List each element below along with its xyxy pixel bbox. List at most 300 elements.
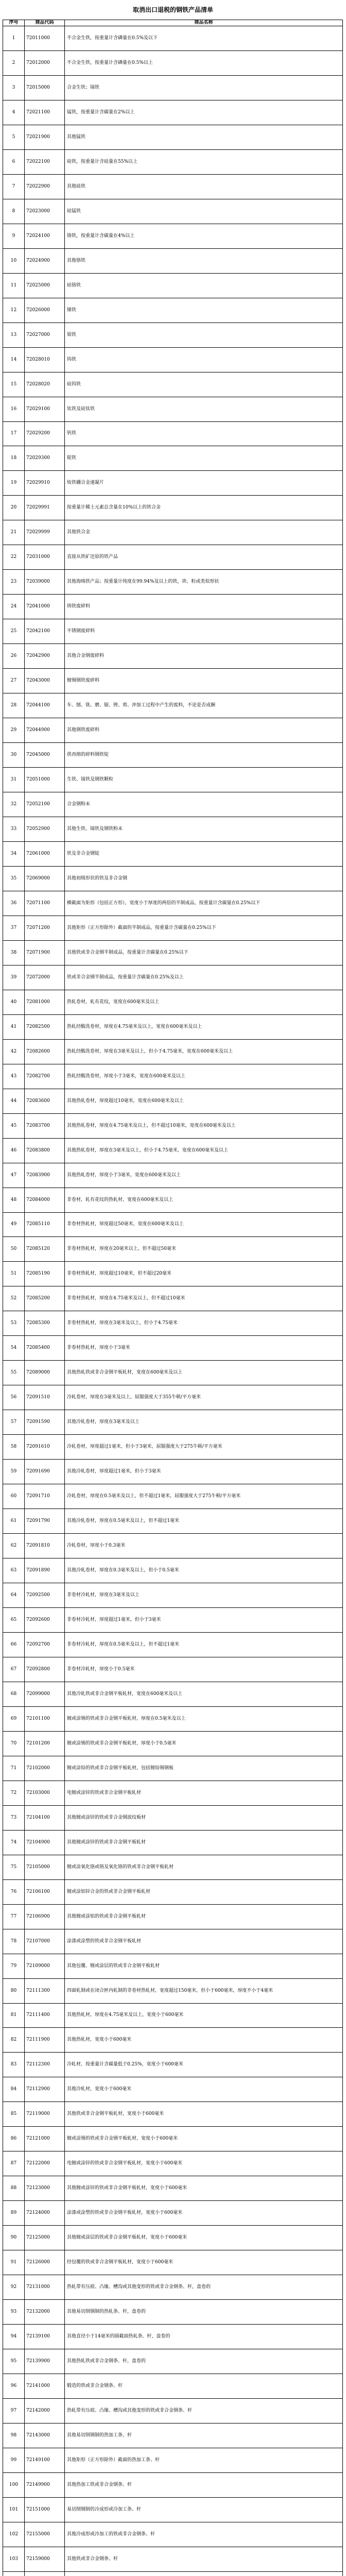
table-row — [3, 619, 343, 644]
product-code: 72083700 — [25, 1113, 65, 1138]
product-code: 72043000 — [25, 669, 65, 693]
row-index: 19 — [3, 471, 25, 496]
table-row — [3, 1781, 343, 1805]
product-name: 其他包覆、镀或涂层的铁或非合金钢平板轧材 — [65, 1954, 343, 1978]
product-code: 72151000 — [25, 2497, 65, 2522]
row-index: 41 — [3, 1014, 25, 1039]
table-row — [3, 75, 343, 100]
table-row — [3, 743, 343, 768]
row-index: 27 — [3, 669, 25, 693]
table-row — [3, 1460, 343, 1484]
table-row — [3, 125, 343, 149]
table-row — [3, 1484, 343, 1509]
row-index: 77 — [3, 1904, 25, 1929]
product-name: 其他冷轧材，宽度小于600毫米 — [65, 2077, 343, 2102]
product-name: 其他海绵铁产品；按重量计纯度在99.94%及以上的铁，块、粒或类似形状 — [65, 570, 343, 595]
product-name: 冷轧材，按重量计含碳量低于0.25%，宽度小于600毫米 — [65, 2053, 343, 2077]
row-index: 16 — [3, 397, 25, 421]
row-index: 92 — [3, 2275, 25, 2300]
table-row — [3, 2349, 343, 2374]
row-index: 17 — [3, 421, 25, 446]
product-name: 热轧经酸洗卷材，厚度在3毫米及以上，但小于4.75毫米，宽度在600毫米及以上 — [65, 1039, 343, 1064]
table-row — [3, 2374, 343, 2399]
row-index: 88 — [3, 2176, 25, 2201]
product-code: 72071200 — [25, 916, 65, 940]
table-row — [3, 100, 343, 125]
table-row — [3, 2448, 343, 2472]
product-code: 72011000 — [25, 26, 65, 51]
row-index: 49 — [3, 1212, 25, 1237]
row-index: 69 — [3, 1706, 25, 1731]
product-code: 72139100 — [25, 2325, 65, 2349]
product-name: 铁及非合金钢锭 — [65, 841, 343, 866]
product-name: 非卷材，轧有花纹的热轧材，宽度在600毫米及以上 — [65, 1188, 343, 1212]
table-row — [3, 669, 343, 693]
table-row — [3, 1212, 343, 1237]
row-index: 62 — [3, 1534, 25, 1558]
product-code: 72123000 — [25, 2176, 65, 2201]
product-name: 热轧卷材，轧有花纹，宽度在600毫米及以上 — [65, 990, 343, 1014]
table-row — [3, 2176, 343, 2201]
product-name: 电镀或涂锌的铁或非合金钢平板轧材 — [65, 1781, 343, 1805]
table-row — [3, 1163, 343, 1188]
product-name: 钨铁 — [65, 347, 343, 372]
table-row — [3, 2201, 343, 2226]
table-row — [3, 768, 343, 792]
row-index: 89 — [3, 2201, 25, 2226]
product-name: 其他铬铁 — [65, 248, 343, 273]
product-name: 其他生铁、镜铁及钢铁粉末 — [65, 817, 343, 842]
product-name: 硅钨铁 — [65, 372, 343, 397]
product-name: 热轧带有压痕、凸缘、槽沟或其他变形的铁或非合金钢条、杆 — [65, 2399, 343, 2424]
product-name: 其他铁或非合金钢半制成品，按重量计含碳量在0.25%以下 — [65, 940, 343, 965]
product-name: 热轧经酸洗卷材，厚度小于3毫米，宽度在600毫米及以上 — [65, 1064, 343, 1089]
product-name: 其他冷轧卷材，厚度在3毫米及以上 — [65, 1410, 343, 1435]
product-name: 非卷材冷轧材，厚度在0.5毫米及以上，但不超过1毫米 — [65, 1632, 343, 1657]
product-name: 其他热轧卷材，厚度超过10毫米，宽度在600毫米及以上 — [65, 1089, 343, 1113]
row-index — [3, 2571, 25, 2576]
table-row — [3, 174, 343, 199]
product-name: 非卷材热轧材，厚度在4.75毫米及以上，但不超过10毫米 — [65, 1286, 343, 1311]
product-name: 锰铁，按重量计含碳量在2%以上 — [65, 100, 343, 125]
row-index: 93 — [3, 2300, 25, 2325]
table-row — [3, 347, 343, 372]
product-name: 其他铁或非合金钢条、杆 — [65, 2547, 343, 2571]
product-code: 72042100 — [25, 619, 65, 644]
column-header-code: 商品代码 — [25, 20, 65, 26]
table-row — [3, 644, 343, 669]
row-index: 100 — [3, 2472, 25, 2497]
product-name: 其他冷轧卷材，厚度在0.3毫米及以上，但小于0.5毫米 — [65, 1558, 343, 1583]
product-code: 72045000 — [25, 743, 65, 768]
product-code: 72071900 — [25, 940, 65, 965]
product-name: 热轧经酸洗卷材，厚度在4.75毫米及以上，宽度在600毫米及以上 — [65, 1014, 343, 1039]
row-index: 58 — [3, 1435, 25, 1460]
table-row — [3, 2028, 343, 2053]
row-index: 33 — [3, 817, 25, 842]
product-name: 钛铁及硅钛铁 — [65, 397, 343, 421]
table-row — [3, 298, 343, 323]
product-name: 热轧带有压痕、凸缘、槽沟或其他变形的铁或非合金钢条、杆，盘卷的 — [65, 2275, 343, 2300]
row-index: 56 — [3, 1385, 25, 1410]
row-index: 28 — [3, 693, 25, 718]
row-index: 72 — [3, 1781, 25, 1805]
row-index: 31 — [3, 768, 25, 792]
product-name: 其他锰铁 — [65, 125, 343, 149]
product-name: 车、刨、铣、磨、锯、锉、剪、冲加工过程中产生的废料，不论是否成捆 — [65, 693, 343, 718]
product-code: 72099000 — [25, 1682, 65, 1706]
table-row — [3, 2571, 343, 2576]
row-index: 29 — [3, 718, 25, 743]
table-row — [3, 1188, 343, 1212]
row-index: 1 — [3, 26, 25, 51]
row-index: 90 — [3, 2226, 25, 2250]
product-name: 供再熔的碎料钢铁锭 — [65, 743, 343, 768]
product-code: 72085300 — [25, 1311, 65, 1336]
table-row — [3, 1385, 343, 1410]
product-name: 其他易切削钢制的热加工条、杆 — [65, 2423, 343, 2448]
row-index: 101 — [3, 2497, 25, 2522]
product-name: 非卷材热轧材，厚度超过10毫米，但不超过20毫米 — [65, 1262, 343, 1286]
product-name: 其他铁合金 — [65, 520, 343, 545]
product-code: 72023000 — [25, 199, 65, 224]
product-name: 镀或涂锡的铁或非合金钢平板轧材，宽度小于600毫米 — [65, 2127, 343, 2151]
table-row — [3, 1336, 343, 1361]
table-row — [3, 421, 343, 446]
row-index: 95 — [3, 2349, 25, 2374]
product-code: 72107000 — [25, 1929, 65, 1954]
table-row — [3, 50, 343, 75]
table-row — [3, 1805, 343, 1830]
table-row — [3, 2472, 343, 2497]
row-index: 38 — [3, 940, 25, 965]
table-row — [3, 2497, 343, 2522]
product-code: 72101200 — [25, 1731, 65, 1756]
product-code: 72029910 — [25, 471, 65, 496]
row-index: 25 — [3, 619, 25, 644]
table-row — [3, 1731, 343, 1756]
row-index: 51 — [3, 1262, 25, 1286]
product-code: 72029999 — [25, 520, 65, 545]
product-code: 72022100 — [25, 149, 65, 174]
product-name: 冷轧卷材，厚度小于0.3毫米 — [65, 1534, 343, 1558]
product-code: 72029300 — [25, 446, 65, 471]
row-index: 54 — [3, 1336, 25, 1361]
row-index: 103 — [3, 2547, 25, 2571]
product-code: 72119000 — [25, 2102, 65, 2127]
product-name: 生铁、镜铁及钢铁颗粒 — [65, 768, 343, 792]
row-index: 67 — [3, 1657, 25, 1682]
product-name: 镀或涂锡的铁或非合金钢平板轧材，厚度在0.5毫米及以上 — [65, 1706, 343, 1731]
product-name: 涂漆或涂塑的铁或非合金钢平板轧材，宽度小于600毫米 — [65, 2201, 343, 2226]
product-name: 不合金生铁，按重量计含磷量在0.5%以上 — [65, 50, 343, 75]
table-row — [3, 2250, 343, 2275]
product-code: 72091510 — [25, 1385, 65, 1410]
product-code: 72124000 — [25, 2201, 65, 2226]
table-row — [3, 1286, 343, 1311]
table-row — [3, 718, 343, 743]
product-name: 其他热轧卷材，厚度在4.75毫米及以上，但不超过10毫米，宽度在600毫米及以上 — [65, 1113, 343, 1138]
product-name: 涂漆或涂塑的铁或非合金钢平板轧材 — [65, 1929, 343, 1954]
table-row — [3, 1361, 343, 1385]
row-index: 7 — [3, 174, 25, 199]
row-index: 96 — [3, 2374, 25, 2399]
row-index: 60 — [3, 1484, 25, 1509]
row-index: 8 — [3, 199, 25, 224]
row-index: 50 — [3, 1237, 25, 1262]
table-row — [3, 1039, 343, 1064]
product-code: 72071100 — [25, 891, 65, 916]
product-name: 锻造的铁或非合金钢条、杆 — [65, 2374, 343, 2399]
product-code: 72085110 — [25, 1212, 65, 1237]
product-code: 72082700 — [25, 1064, 65, 1089]
row-index: 32 — [3, 792, 25, 817]
product-code: 72091790 — [25, 1509, 65, 1534]
table-row — [3, 570, 343, 595]
row-index: 4 — [3, 100, 25, 125]
product-code: 72028010 — [25, 347, 65, 372]
product-code: 72141000 — [25, 2374, 65, 2399]
table-row — [3, 1138, 343, 1163]
document-title: 取消出口退税的钢铁产品清单 — [132, 6, 213, 13]
table-row — [3, 1855, 343, 1879]
product-name: 非卷材热轧材，厚度超过50毫米，宽度在600毫米及以上 — [65, 1212, 343, 1237]
product-name: 非卷材热轧材，厚度在20毫米以上，但不超过50毫米 — [65, 1237, 343, 1262]
product-code: 72085190 — [25, 1262, 65, 1286]
product-code: 72042900 — [25, 644, 65, 669]
product-name: 铁或非合金钢半制成品，按重量计含碳量在0.25%及以上 — [65, 965, 343, 990]
product-code: 72092500 — [25, 1583, 65, 1608]
product-code: 72084000 — [25, 1188, 65, 1212]
row-index: 68 — [3, 1682, 25, 1706]
product-name: 非卷材冷轧材，厚度在3毫米及以上 — [65, 1583, 343, 1608]
product-code: 72091690 — [25, 1460, 65, 1484]
product-name: 其他镀或涂锌的铁或非合金钢平板轧材 — [65, 1830, 343, 1855]
row-index: 78 — [3, 1929, 25, 1954]
product-name: 其他热轧材，厚度在4.75毫米及以上，宽度小于600毫米 — [65, 2003, 343, 2028]
product-code: 72026000 — [25, 298, 65, 323]
product-name: 合金生铁；镜铁 — [65, 75, 343, 100]
table-row — [3, 248, 343, 273]
product-name: 合金钢粉末 — [65, 792, 343, 817]
product-name: 铬铁，按重量计含碳量在4%以上 — [65, 224, 343, 248]
product-code: 72041000 — [25, 595, 65, 619]
product-name: 铌铁 — [65, 446, 343, 471]
row-index: 10 — [3, 248, 25, 273]
row-index: 74 — [3, 1830, 25, 1855]
product-code: 72085400 — [25, 1336, 65, 1361]
product-name: 其他热轧卷材，厚度小于3毫米，宽度在600毫米及以上 — [65, 1163, 343, 1188]
product-name: 其他热加工铁或非合金钢条、杆 — [65, 2472, 343, 2497]
table-row — [3, 1089, 343, 1113]
product-code: 72061000 — [25, 841, 65, 866]
table-row — [3, 397, 343, 421]
table-row — [3, 372, 343, 397]
product-code: 72029100 — [25, 397, 65, 421]
product-code: 72012000 — [25, 50, 65, 75]
row-index: 82 — [3, 2028, 25, 2053]
row-index: 34 — [3, 841, 25, 866]
product-name: 其他易切削钢制的热轧条、杆，盘卷的 — [65, 2300, 343, 2325]
product-code: 72132000 — [25, 2300, 65, 2325]
product-code: 72083900 — [25, 1163, 65, 1188]
table-row — [3, 520, 343, 545]
product-code: 72091810 — [25, 1534, 65, 1558]
row-index: 98 — [3, 2423, 25, 2448]
product-code: 72155000 — [25, 2522, 65, 2547]
product-name: 其他钢铁废碎料 — [65, 718, 343, 743]
table-header-row — [3, 20, 343, 26]
row-index: 80 — [3, 1978, 25, 2003]
product-code: 72106100 — [25, 1879, 65, 1904]
row-index: 53 — [3, 1311, 25, 1336]
product-name: 其他矩形（正方形除外）截面的热加工条、杆 — [65, 2448, 343, 2472]
product-code: 72082500 — [25, 1014, 65, 1039]
table-row — [3, 2547, 343, 2571]
table-row — [3, 2151, 343, 2176]
product-name: 镀或涂铝锌合金的铁或非合金钢平板轧材 — [65, 1879, 343, 1904]
table-row — [3, 1262, 343, 1286]
product-code: 72091590 — [25, 1410, 65, 1435]
row-index: 13 — [3, 323, 25, 347]
product-name: 钼铁 — [65, 323, 343, 347]
row-index: 97 — [3, 2399, 25, 2424]
product-code: 72131000 — [25, 2275, 65, 2300]
row-index: 57 — [3, 1410, 25, 1435]
row-index: 86 — [3, 2127, 25, 2151]
table-row — [3, 1435, 343, 1460]
row-index: 11 — [3, 273, 25, 298]
product-code: 72024900 — [25, 248, 65, 273]
table-row — [3, 2423, 343, 2448]
table-row — [3, 273, 343, 298]
row-index: 71 — [3, 1756, 25, 1781]
product-code: 72044900 — [25, 718, 65, 743]
row-index: 42 — [3, 1039, 25, 1064]
table-row — [3, 1410, 343, 1435]
product-code: 72112300 — [25, 2053, 65, 2077]
row-index: 40 — [3, 990, 25, 1014]
row-index: 37 — [3, 916, 25, 940]
table-row — [3, 26, 343, 51]
table-row — [3, 2522, 343, 2547]
product-code: 72044100 — [25, 693, 65, 718]
table-row — [3, 1608, 343, 1633]
product-code: 72111900 — [25, 2028, 65, 2053]
product-code: 72111400 — [25, 2003, 65, 2028]
product-code: 72109000 — [25, 1954, 65, 1978]
product-name: 其他镀或涂锌的铁或非合金钢平板轧材，宽度小于600毫米 — [65, 2176, 343, 2201]
table-row — [3, 199, 343, 224]
product-code: 72143000 — [25, 2423, 65, 2448]
row-index: 22 — [3, 545, 25, 570]
table-row — [3, 1237, 343, 1262]
row-index: 30 — [3, 743, 25, 768]
table-row — [3, 916, 343, 940]
product-name: 硅铁，按重量计含硅量在55%以上 — [65, 149, 343, 174]
product-code: 72125000 — [25, 2226, 65, 2250]
product-name: 镀锡钢铁废碎料 — [65, 669, 343, 693]
row-index: 65 — [3, 1608, 25, 1633]
product-code: 72029991 — [25, 496, 65, 520]
table-row — [3, 1014, 343, 1039]
product-name: 其他初级形状的铁及非合金钢 — [65, 866, 343, 891]
product-code: 72052100 — [25, 792, 65, 817]
row-index: 87 — [3, 2151, 25, 2176]
row-index: 63 — [3, 1558, 25, 1583]
table-row — [3, 1706, 343, 1731]
row-index: 18 — [3, 446, 25, 471]
product-name: 其他热轧材，宽度小于600毫米 — [65, 2028, 343, 2053]
row-index: 102 — [3, 2522, 25, 2547]
table-row — [3, 2325, 343, 2349]
row-index: 59 — [3, 1460, 25, 1484]
product-name: 横截面为矩形（包括正方形），宽度小于厚度的两倍的半制成品，按重量计含碳量在0.25%以下 — [65, 891, 343, 916]
product-name: 其他矩形（正方形除外）截面的半制成品，按重量计含碳量在0.25%以下 — [65, 916, 343, 940]
row-index: 76 — [3, 1879, 25, 1904]
product-code: 72126000 — [25, 2250, 65, 2275]
product-code: 72101100 — [25, 1706, 65, 1731]
product-code: 72106900 — [25, 1904, 65, 1929]
row-index: 84 — [3, 2077, 25, 2102]
product-name: 其他镀或涂层的铁或非合金钢平板轧材，宽度小于600毫米 — [65, 2226, 343, 2250]
row-index: 45 — [3, 1113, 25, 1138]
table-row — [3, 1632, 343, 1657]
product-code: 72112900 — [25, 2077, 65, 2102]
product-code: 72039000 — [25, 570, 65, 595]
product-code: 72022900 — [25, 174, 65, 199]
row-index: 21 — [3, 520, 25, 545]
product-code: 72031000 — [25, 545, 65, 570]
product-name: 铸铁废碎料 — [65, 595, 343, 619]
product-code: 72083800 — [25, 1138, 65, 1163]
table-row — [3, 224, 343, 248]
product-code: 72142000 — [25, 2399, 65, 2424]
product-name: 其他镀或涂锌的铁或非合金钢波纹板材 — [65, 1805, 343, 1830]
product-name: 冷轧卷材，厚度在0.5毫米及以上，但不超过1毫米，屈服强度大于275牛顿/平方毫米 — [65, 1484, 343, 1509]
table-row — [3, 1558, 343, 1583]
row-index: 39 — [3, 965, 25, 990]
row-index: 14 — [3, 347, 25, 372]
product-name: 不合金生铁，按重量计含磷量在0.5%及以下 — [65, 26, 343, 51]
row-index: 5 — [3, 125, 25, 149]
row-index: 36 — [3, 891, 25, 916]
product-name: 非卷材冷轧材，厚度超过1毫米，但小于3毫米 — [65, 1608, 343, 1633]
product-code: 72029200 — [25, 421, 65, 446]
product-code: 72104100 — [25, 1805, 65, 1830]
row-index: 20 — [3, 496, 25, 520]
row-index: 35 — [3, 866, 25, 891]
product-code: 72021900 — [25, 125, 65, 149]
product-name: 其他热轧铁或非合金钢平板轧材，宽度在600毫米及以上 — [65, 1361, 343, 1385]
table-row — [3, 2127, 343, 2151]
table-row — [3, 1064, 343, 1089]
table-row — [3, 1904, 343, 1929]
product-name: 非卷材热轧材，厚度小于3毫米 — [65, 1336, 343, 1361]
product-code: 72085200 — [25, 1286, 65, 1311]
product-name: 经包覆的铁或非合金钢平板轧材，宽度小于600毫米 — [65, 2250, 343, 2275]
product-code: 72121000 — [25, 2127, 65, 2151]
row-index: 9 — [3, 224, 25, 248]
product-code: 72104900 — [25, 1830, 65, 1855]
table-row — [3, 2275, 343, 2300]
product-name: 其他热轧铁或非合金钢条、杆，盘卷的 — [65, 2349, 343, 2374]
product-name: 其他直径小于14毫米的圆截面热轧条、杆，盘卷的 — [65, 2325, 343, 2349]
table-row — [3, 693, 343, 718]
product-name: 非卷材冷轧材，厚度小于0.5毫米 — [65, 1657, 343, 1682]
row-index: 47 — [3, 1163, 25, 1188]
table-row — [3, 1311, 343, 1336]
